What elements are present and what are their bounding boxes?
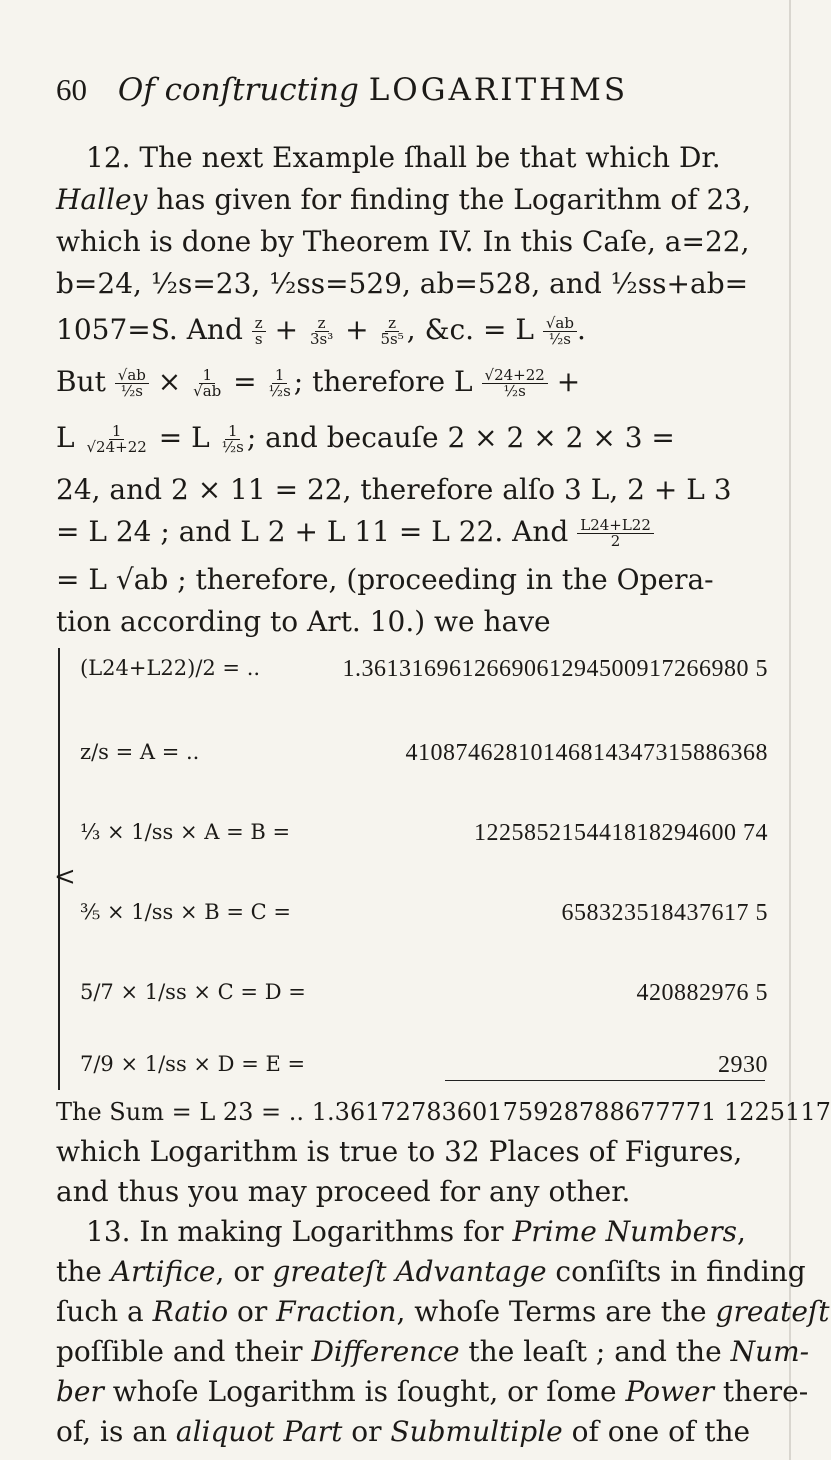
- formula-one-over-half-s: $\frac{1}{\text{½s}}$: [268, 366, 291, 400]
- t-it: Submultiple: [390, 1415, 563, 1448]
- para12-line6b: ; therefore L: [293, 365, 473, 398]
- para13-line2: [56, 1252, 806, 1292]
- header-title-italic: Of conſtructing: [117, 72, 359, 108]
- t-it: Difference: [311, 1335, 460, 1368]
- para12-line1: 12. The next Example ſhall be that which Dr.: [86, 141, 721, 174]
- formula-sqrt-ab-half-s: $\frac{√ab}{\text{½s}}$: [115, 368, 149, 399]
- t-it: greateſt: [715, 1295, 830, 1328]
- t-it: greateſt Advantage: [272, 1255, 547, 1288]
- para12-line2-text: has given for finding the Logarithm of 23,: [147, 183, 752, 216]
- header-title-caps: LOGARITHMS: [368, 72, 629, 108]
- sum-label: The Sum = L 23 = ..: [56, 1098, 305, 1126]
- para12-line7b: = L: [158, 421, 210, 454]
- formula-sqrt-ab-over-half-s: $\frac{√ab}{\text{½s}}$: [543, 316, 577, 347]
- row-value: 420882976 5: [636, 980, 768, 1006]
- row-value: 1.3613169612669061294500917266980 5: [342, 656, 768, 682]
- t: or: [342, 1415, 391, 1448]
- name-halley: Halley: [56, 183, 148, 216]
- para12-line4: b=24, ½s=23, ½ss=529, ab=528, and ½ss+ab=: [56, 267, 749, 300]
- para13-line3: [56, 1292, 830, 1332]
- para12-line3: which is done by Theorem IV. In this Caſe, a=22,: [56, 225, 750, 258]
- t: , or: [215, 1255, 273, 1288]
- para13-line4: [56, 1332, 810, 1372]
- t-it: Artifice: [110, 1255, 216, 1288]
- para12-line10: = L √ab ; therefore, (proceeding in the Opera-: [56, 563, 714, 596]
- row-label: 7/9 × 1/ss × D = E =: [80, 1052, 306, 1076]
- para12-line6a: But: [56, 365, 106, 398]
- t-it: aliquot Part: [175, 1415, 343, 1448]
- row-value: 122585215441818294600 74: [474, 820, 768, 846]
- para13-line6: [56, 1412, 767, 1452]
- para12-line8: 24, and 2 × 11 = 22, therefore alſo 3 L, 2 + L 3: [56, 473, 732, 506]
- row-value: 658323518437617 5: [561, 900, 768, 926]
- para12-line2: [56, 180, 767, 220]
- after-line2: and thus you may proceed for any other.: [56, 1175, 631, 1208]
- table-row: [0, 656, 801, 696]
- t-it: Ratio: [152, 1295, 229, 1328]
- t: ſuch a: [56, 1295, 153, 1328]
- t-it: Power: [625, 1375, 714, 1408]
- page-number: 60: [56, 72, 87, 107]
- para12-line7c: ; and becauſe 2 × 2 × 2 × 3 =: [246, 421, 675, 454]
- t: whoſe Logarithm is ſought, or ſome: [103, 1375, 626, 1408]
- row-value: 2930: [718, 1052, 768, 1078]
- t: , whoſe Terms are the: [396, 1295, 716, 1328]
- sum-line: [56, 1092, 831, 1132]
- t: or: [228, 1295, 277, 1328]
- row-label: z/s = A = ..: [80, 740, 200, 764]
- t: poſſible and their: [56, 1335, 312, 1368]
- formula-sqrt-24x22-over-half-s: $\frac{√24+22}{\text{½s}}$: [482, 368, 548, 399]
- page-edge: [789, 0, 791, 1460]
- para13-line1: [86, 1212, 767, 1252]
- para12-line11: tion according to Art. 10.) we have: [56, 605, 551, 638]
- para12-line5b: , &c. = L: [406, 313, 534, 346]
- para12-line9a: = L 24 ; and L 2 + L 11 = L 22. And: [56, 515, 569, 548]
- brace-tip: <: [54, 862, 76, 892]
- row-label: 5/7 × 1/ss × C = D =: [80, 980, 306, 1004]
- t-it: Prime Numbers: [512, 1215, 738, 1248]
- para12-line5: 1057=S. And $\frac{z}{s}$ + $\frac{z}{\text{3s³}}$ + $\frac{z}{\text{5s⁵}}$ , &c. = L $\frac{√ab}{\text{½s}}$ .: [56, 313, 586, 348]
- t: 13. In making Logarithms for: [86, 1215, 513, 1248]
- formula-one-over-sqrt-ab: $\frac{1}{√ab}$: [193, 366, 222, 400]
- t-it: Num-: [730, 1335, 810, 1368]
- row-label: (L24+L22)/2 = ..: [80, 656, 261, 680]
- formula-z-over-3s3: $\frac{z}{\text{3s³}}$: [309, 314, 334, 348]
- para12-line9: [56, 512, 767, 552]
- formula-L24-plus-L22-over-2: $\frac{L24+L22}{2}$: [577, 518, 654, 549]
- para12-line6: But $\frac{√ab}{\text{½s}}$ × $\frac{1}{√ab}$ = $\frac{1}{\text{½s}}$ ; therefore L $\frac{√24+22}{\text{½s}}$ +: [56, 365, 581, 400]
- t: conſiſts in finding: [546, 1255, 806, 1288]
- t: ,: [737, 1215, 746, 1248]
- formula-one-over-half-s-b: $\frac{1}{\text{½s}}$: [221, 422, 244, 456]
- t-it: Fraction: [276, 1295, 397, 1328]
- running-header: [56, 72, 628, 108]
- table-row: [0, 1052, 801, 1092]
- row-value: 41087462810146814347315886368: [405, 740, 768, 766]
- t: the leaſt ; and the: [459, 1335, 731, 1368]
- row-label: ⅗ × 1/ss × B = C =: [80, 900, 291, 924]
- para13-line5: [56, 1372, 809, 1412]
- formula-z-over-s: $\frac{z}{s}$: [252, 316, 266, 347]
- table-row: [0, 980, 801, 1020]
- t-it: ber: [56, 1375, 104, 1408]
- table-row: [0, 900, 801, 940]
- table-row: [0, 820, 801, 860]
- sum-rule: [445, 1080, 765, 1081]
- table-row: [0, 740, 801, 780]
- formula-one-over-sqrt-24x22: $\frac{1}{√24+22}$: [86, 422, 147, 456]
- para12-line5a: 1057=S. And: [56, 313, 243, 346]
- row-label: ⅓ × 1/ss × A = B =: [80, 820, 291, 844]
- t: there-: [713, 1375, 809, 1408]
- para12-line7a: L: [56, 421, 75, 454]
- t: the: [56, 1255, 111, 1288]
- t: of, is an: [56, 1415, 176, 1448]
- after-line1: which Logarithm is true to 32 Places of Figures,: [56, 1135, 743, 1168]
- t: of one of the: [562, 1415, 751, 1448]
- para12-line7: [56, 418, 767, 458]
- sum-value: 1.3617278360175928788677771 1225117: [311, 1098, 831, 1126]
- formula-z-over-5s5: $\frac{z}{\text{5s⁵}}$: [380, 314, 404, 348]
